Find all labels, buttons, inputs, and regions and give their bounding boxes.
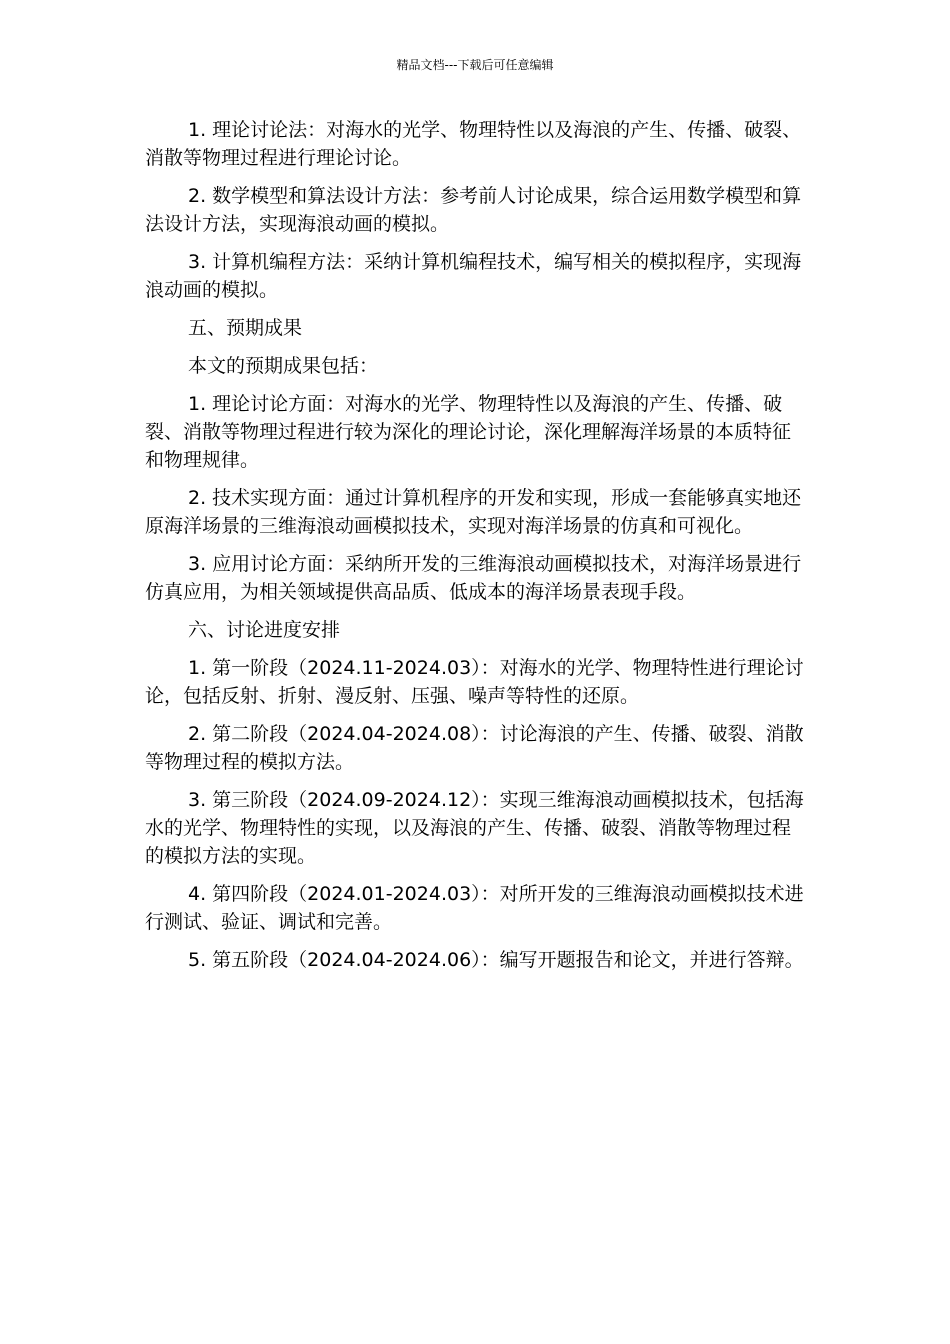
paragraph-method-math-model: 2. 数学模型和算法设计方法：参考前人讨论成果，综合运用数学模型和算法设计方法，实现海浪动画的模拟。 xyxy=(145,185,802,235)
paragraph-stage-3: 3. 第三阶段（2024.09-2024.12）：实现三维海浪动画模拟技术，包括海水的光学、物理特性的实现，以及海浪的产生、传播、破裂、消散等物理过程的模拟方法的实现。 xyxy=(145,789,804,867)
paragraph-result-technology: 2. 技术实现方面：通过计算机程序的开发和实现，形成一套能够真实地还原海洋场景的三维海浪动画模拟技术，实现对海洋场景的仿真和可视化。 xyxy=(145,487,802,537)
paragraph-method-theory: 1. 理论讨论法：对海水的光学、物理特性以及海浪的产生、传播、破裂、消散等物理过程进行理论讨论。 xyxy=(145,119,802,169)
paragraph-method-programming: 3. 计算机编程方法：采纳计算机编程技术，编写相关的模拟程序，实现海浪动画的模拟。 xyxy=(145,251,802,301)
paragraph-results-intro: 本文的预期成果包括： xyxy=(188,355,379,377)
page-header: 精品文档---下载后可任意编辑 xyxy=(396,58,554,72)
document-body xyxy=(145,116,809,984)
section-heading-expected-results: 五、预期成果 xyxy=(188,317,303,339)
paragraph-stage-1: 1. 第一阶段（2024.11-2024.03）：对海水的光学、物理特性进行理论讨论，包括反射、折射、漫反射、压强、噪声等特性的还原。 xyxy=(145,657,804,707)
paragraph-result-application: 3. 应用讨论方面：采纳所开发的三维海浪动画模拟技术，对海洋场景进行仿真应用，为相关领域提供高品质、低成本的海洋场景表现手段。 xyxy=(145,553,802,603)
paragraph-stage-5: 5. 第五阶段（2024.04-2024.06）：编写开题报告和论文，并进行答辩。 xyxy=(188,949,804,971)
paragraph-stage-2: 2. 第二阶段（2024.04-2024.08）：讨论海浪的产生、传播、破裂、消散等物理过程的模拟方法。 xyxy=(145,723,804,773)
section-heading-schedule: 六、讨论进度安排 xyxy=(188,619,341,641)
paragraph-stage-4: 4. 第四阶段（2024.01-2024.03）：对所开发的三维海浪动画模拟技术进行测试、验证、调试和完善。 xyxy=(145,883,804,933)
paragraph-result-theory: 1. 理论讨论方面：对海水的光学、物理特性以及海浪的产生、传播、破裂、消散等物理过程进行较为深化的理论讨论，深化理解海洋场景的本质特征和物理规律。 xyxy=(145,393,792,471)
